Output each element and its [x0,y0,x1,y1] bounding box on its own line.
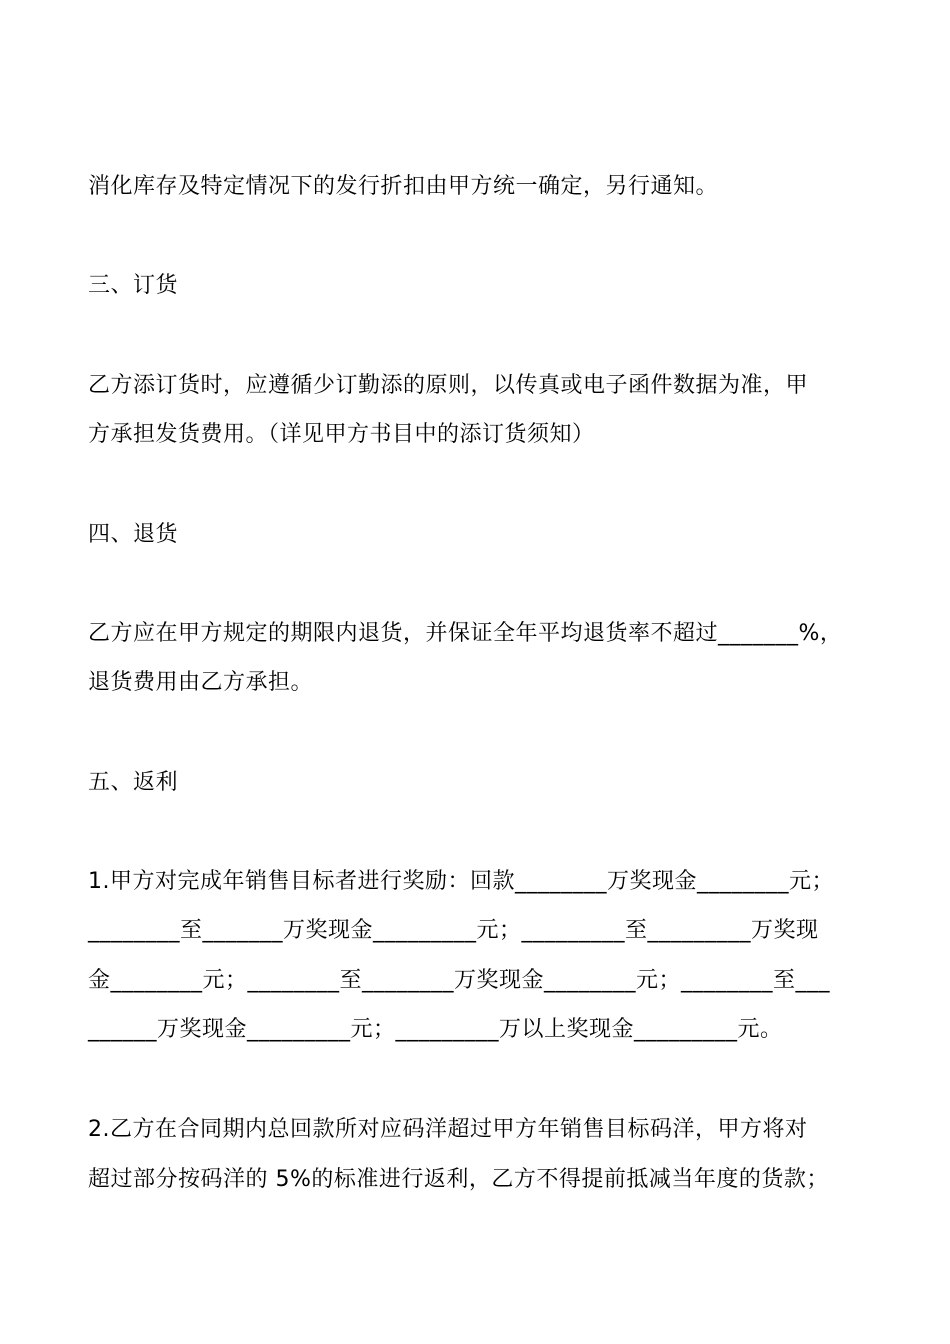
paragraph-rebate-1-line-2: ________至_______万奖现金_________元；_________至_________万奖现 [88,918,819,943]
paragraph-rebate-2-line-1: 2.乙方在合同期内总回款所对应码洋超过甲方年销售目标码洋，甲方将对 [88,1117,808,1142]
paragraph-returns-line-1: 乙方应在甲方规定的期限内退货，并保证全年平均退货率不超过_______%， [88,621,843,646]
paragraph-rebate-2-line-2: 超过部分按码洋的 5%的标准进行返利，乙方不得提前抵减当年度的货款； [88,1167,829,1192]
paragraph-inventory-discount: 消化库存及特定情况下的发行折扣由甲方统一确定，另行通知。 [88,174,719,199]
paragraph-returns-line-2: 退货费用由乙方承担。 [88,670,314,695]
paragraph-rebate-1-line-1: 1.甲方对完成年销售目标者进行奖励：回款________万奖现金________元； [88,869,834,894]
paragraph-rebate-1-line-3: 金________元；________至________万奖现金________元；________至___ [88,968,831,993]
section-heading-rebates: 五、返利 [88,770,179,795]
section-heading-ordering: 三、订货 [88,273,179,298]
paragraph-rebate-1-line-4: ______万奖现金_________元；_________万以上奖现金_________元。 [88,1017,783,1042]
paragraph-ordering-line-2: 方承担发货费用。（详见甲方书目中的添订货须知） [88,422,595,447]
paragraph-ordering-line-1: 乙方添订货时，应遵循少订勤添的原则，以传真或电子函件数据为准，甲 [88,373,809,398]
section-heading-returns: 四、退货 [88,522,179,547]
